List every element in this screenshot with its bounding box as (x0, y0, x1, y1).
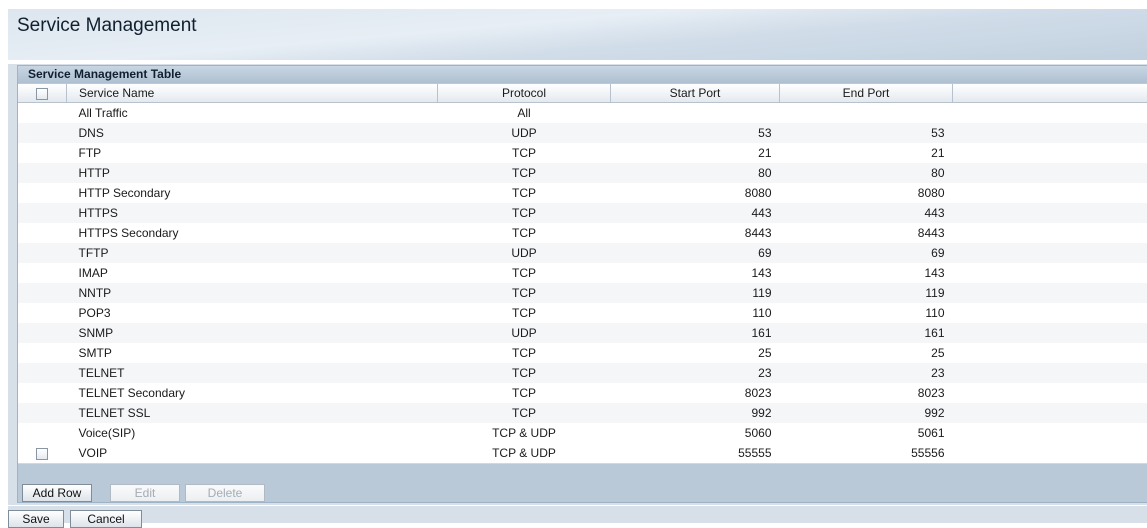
service-management-table-panel (17, 65, 1147, 503)
service-name-cell: SNMP (67, 323, 438, 343)
table-row[interactable] (18, 143, 1147, 163)
service-name-cell: FTP (67, 143, 438, 163)
table-row[interactable] (18, 223, 1147, 243)
start-port-cell (611, 103, 780, 124)
row-select-cell (18, 403, 67, 423)
service-name-cell: HTTP (67, 163, 438, 183)
end-port-cell: 5061 (780, 423, 953, 443)
end-port-cell: 80 (780, 163, 953, 183)
select-all-checkbox[interactable] (36, 88, 48, 100)
page-frame (8, 8, 1147, 523)
row-filler-cell (953, 183, 1147, 203)
row-select-cell (18, 123, 67, 143)
table-row[interactable] (18, 103, 1147, 124)
table-row[interactable] (18, 443, 1147, 464)
column-header-protocol[interactable]: Protocol (438, 84, 611, 103)
protocol-cell: UDP (438, 323, 611, 343)
protocol-cell: TCP (438, 163, 611, 183)
start-port-cell: 143 (611, 263, 780, 283)
start-port-cell: 25 (611, 343, 780, 363)
protocol-cell: TCP (438, 343, 611, 363)
protocol-cell: TCP (438, 303, 611, 323)
row-select-cell (18, 203, 67, 223)
start-port-cell: 8080 (611, 183, 780, 203)
table-row[interactable] (18, 163, 1147, 183)
row-filler-cell (953, 443, 1147, 464)
end-port-cell (780, 103, 953, 124)
row-select-cell (18, 223, 67, 243)
row-select-checkbox[interactable] (36, 448, 48, 460)
start-port-cell: 80 (611, 163, 780, 183)
start-port-cell: 55555 (611, 443, 780, 464)
start-port-cell: 23 (611, 363, 780, 383)
table-row[interactable] (18, 303, 1147, 323)
service-name-cell: POP3 (67, 303, 438, 323)
end-port-cell: 8443 (780, 223, 953, 243)
row-select-cell (18, 323, 67, 343)
row-select-cell (18, 163, 67, 183)
row-filler-cell (953, 283, 1147, 303)
table-row[interactable] (18, 403, 1147, 423)
service-name-cell: VOIP (67, 443, 438, 464)
table-body (18, 103, 1147, 464)
row-filler-cell (953, 423, 1147, 443)
start-port-cell: 8023 (611, 383, 780, 403)
row-filler-cell (953, 263, 1147, 283)
row-select-cell (18, 143, 67, 163)
end-port-cell: 69 (780, 243, 953, 263)
row-filler-cell (953, 223, 1147, 243)
protocol-cell: UDP (438, 123, 611, 143)
row-select-cell (18, 343, 67, 363)
row-filler-cell (953, 323, 1147, 343)
end-port-cell: 8080 (780, 183, 953, 203)
row-filler-cell (953, 163, 1147, 183)
column-header-end-port[interactable]: End Port (780, 84, 953, 103)
protocol-cell: All (438, 103, 611, 124)
protocol-cell: TCP & UDP (438, 423, 611, 443)
table-row[interactable] (18, 123, 1147, 143)
column-header-start-port[interactable]: Start Port (611, 84, 780, 103)
table-row[interactable] (18, 243, 1147, 263)
start-port-cell: 992 (611, 403, 780, 423)
protocol-cell: UDP (438, 243, 611, 263)
row-filler-cell (953, 123, 1147, 143)
end-port-cell: 119 (780, 283, 953, 303)
service-name-cell: Voice(SIP) (67, 423, 438, 443)
start-port-cell: 21 (611, 143, 780, 163)
start-port-cell: 5060 (611, 423, 780, 443)
row-actions-bar (18, 484, 1147, 502)
table-row[interactable] (18, 183, 1147, 203)
row-select-cell (18, 103, 67, 124)
row-filler-cell (953, 243, 1147, 263)
service-name-cell: TELNET Secondary (67, 383, 438, 403)
row-select-cell (18, 443, 67, 464)
end-port-cell: 110 (780, 303, 953, 323)
protocol-cell: TCP (438, 383, 611, 403)
row-select-cell (18, 183, 67, 203)
protocol-cell: TCP (438, 183, 611, 203)
page-title: Service Management (17, 15, 197, 37)
end-port-cell: 25 (780, 343, 953, 363)
start-port-cell: 443 (611, 203, 780, 223)
row-filler-cell (953, 343, 1147, 363)
row-select-cell (18, 383, 67, 403)
column-header-service-name[interactable]: Service Name (67, 84, 438, 103)
protocol-cell: TCP (438, 143, 611, 163)
table-caption: Service Management Table (18, 66, 1147, 83)
row-filler-cell (953, 303, 1147, 323)
row-filler-cell (953, 403, 1147, 423)
end-port-cell: 8023 (780, 383, 953, 403)
table-row[interactable] (18, 283, 1147, 303)
service-name-cell: DNS (67, 123, 438, 143)
table-header-row (18, 84, 1147, 103)
row-select-cell (18, 303, 67, 323)
protocol-cell: TCP (438, 283, 611, 303)
row-filler-cell (953, 203, 1147, 223)
select-all-column (18, 84, 67, 103)
row-filler-cell (953, 383, 1147, 403)
row-filler-cell (953, 143, 1147, 163)
add-row-button[interactable]: Add Row (22, 484, 92, 502)
table-row[interactable] (18, 383, 1147, 403)
start-port-cell: 119 (611, 283, 780, 303)
column-header-filler (953, 84, 1147, 103)
page-header (8, 8, 1147, 60)
service-name-cell: IMAP (67, 263, 438, 283)
header-divider (8, 60, 1147, 64)
service-name-cell: HTTPS (67, 203, 438, 223)
end-port-cell: 53 (780, 123, 953, 143)
save-button[interactable]: Save (8, 510, 64, 528)
start-port-cell: 161 (611, 323, 780, 343)
start-port-cell: 53 (611, 123, 780, 143)
service-name-cell: TELNET SSL (67, 403, 438, 423)
table-row[interactable] (18, 323, 1147, 343)
service-name-cell: SMTP (67, 343, 438, 363)
start-port-cell: 69 (611, 243, 780, 263)
service-table (18, 84, 1147, 464)
protocol-cell: TCP (438, 203, 611, 223)
row-select-cell (18, 283, 67, 303)
service-name-cell: TFTP (67, 243, 438, 263)
protocol-cell: TCP (438, 263, 611, 283)
table-row[interactable] (18, 343, 1147, 363)
protocol-cell: TCP (438, 403, 611, 423)
end-port-cell: 55556 (780, 443, 953, 464)
row-select-cell (18, 263, 67, 283)
row-select-cell (18, 363, 67, 383)
start-port-cell: 110 (611, 303, 780, 323)
end-port-cell: 21 (780, 143, 953, 163)
table-row[interactable] (18, 363, 1147, 383)
service-name-cell: All Traffic (67, 103, 438, 124)
service-name-cell: NNTP (67, 283, 438, 303)
row-select-cell (18, 423, 67, 443)
service-name-cell: HTTP Secondary (67, 183, 438, 203)
end-port-cell: 443 (780, 203, 953, 223)
start-port-cell: 8443 (611, 223, 780, 243)
protocol-cell: TCP (438, 223, 611, 243)
protocol-cell: TCP (438, 363, 611, 383)
service-name-cell: HTTPS Secondary (67, 223, 438, 243)
end-port-cell: 992 (780, 403, 953, 423)
row-filler-cell (953, 103, 1147, 124)
table-row[interactable] (18, 423, 1147, 443)
service-name-cell: TELNET (67, 363, 438, 383)
row-filler-cell (953, 363, 1147, 383)
table-row[interactable] (18, 203, 1147, 223)
table-row[interactable] (18, 263, 1147, 283)
delete-button[interactable]: Delete (185, 484, 265, 502)
edit-button[interactable]: Edit (110, 484, 180, 502)
cancel-button[interactable]: Cancel (70, 510, 142, 528)
row-select-cell (18, 243, 67, 263)
end-port-cell: 143 (780, 263, 953, 283)
footer-divider (8, 505, 1147, 506)
end-port-cell: 161 (780, 323, 953, 343)
end-port-cell: 23 (780, 363, 953, 383)
protocol-cell: TCP & UDP (438, 443, 611, 464)
